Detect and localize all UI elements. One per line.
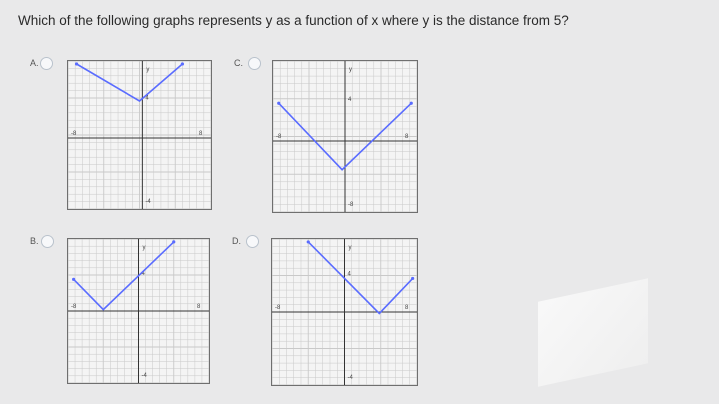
graph-d-plot [272, 239, 417, 385]
option-d-radio[interactable] [246, 235, 259, 248]
line-endpoint [277, 102, 280, 105]
tick-label: -8 [275, 305, 281, 311]
option-c-label: C. [234, 58, 243, 68]
option-b-label: B. [30, 236, 39, 246]
option-d-label: D. [232, 236, 241, 246]
line-endpoint [75, 62, 78, 65]
line-endpoint [172, 240, 175, 243]
tick-label: -8 [348, 202, 354, 208]
tick-label: 4 [348, 97, 352, 104]
tick-label: 4 [141, 271, 145, 277]
screen-glare [538, 278, 648, 386]
option-a-radio[interactable] [40, 57, 53, 70]
function-line [74, 242, 174, 310]
function-line [308, 242, 412, 314]
line-endpoint [307, 240, 310, 243]
tick-label: -8 [71, 304, 77, 310]
tick-label: y [146, 67, 150, 73]
graph-c [272, 60, 418, 213]
tick-label: 4 [347, 271, 351, 278]
tick-label: 8 [197, 304, 201, 310]
graph-c-plot [273, 61, 417, 212]
tick-label: -4 [145, 199, 151, 205]
line-endpoint [181, 62, 184, 65]
tick-label: y [349, 67, 352, 73]
option-a-label: A. [30, 58, 39, 68]
tick-label: y [142, 245, 146, 251]
tick-label: -4 [141, 373, 147, 379]
line-endpoint [410, 102, 413, 105]
graph-d [271, 238, 418, 386]
option-c-radio[interactable] [248, 57, 261, 70]
graph-b-plot [68, 239, 209, 383]
tick-label: 8 [199, 130, 203, 137]
line-endpoint [411, 277, 414, 280]
function-line [77, 64, 183, 101]
graph-a-plot [68, 61, 211, 209]
tick-label: -8 [276, 134, 282, 141]
tick-label: 4 [145, 95, 149, 102]
tick-label: 8 [405, 305, 409, 311]
option-b-radio[interactable] [41, 235, 54, 248]
tick-label: -4 [347, 375, 353, 381]
line-endpoint [72, 278, 75, 281]
graph-a [67, 60, 212, 210]
tick-label: y [348, 245, 352, 251]
tick-label: -8 [71, 130, 77, 137]
graph-b [67, 238, 210, 384]
tick-label: 8 [405, 134, 409, 141]
question-text: Which of the following graphs represents y as a function of x where y is the distance from 5? [18, 13, 569, 28]
